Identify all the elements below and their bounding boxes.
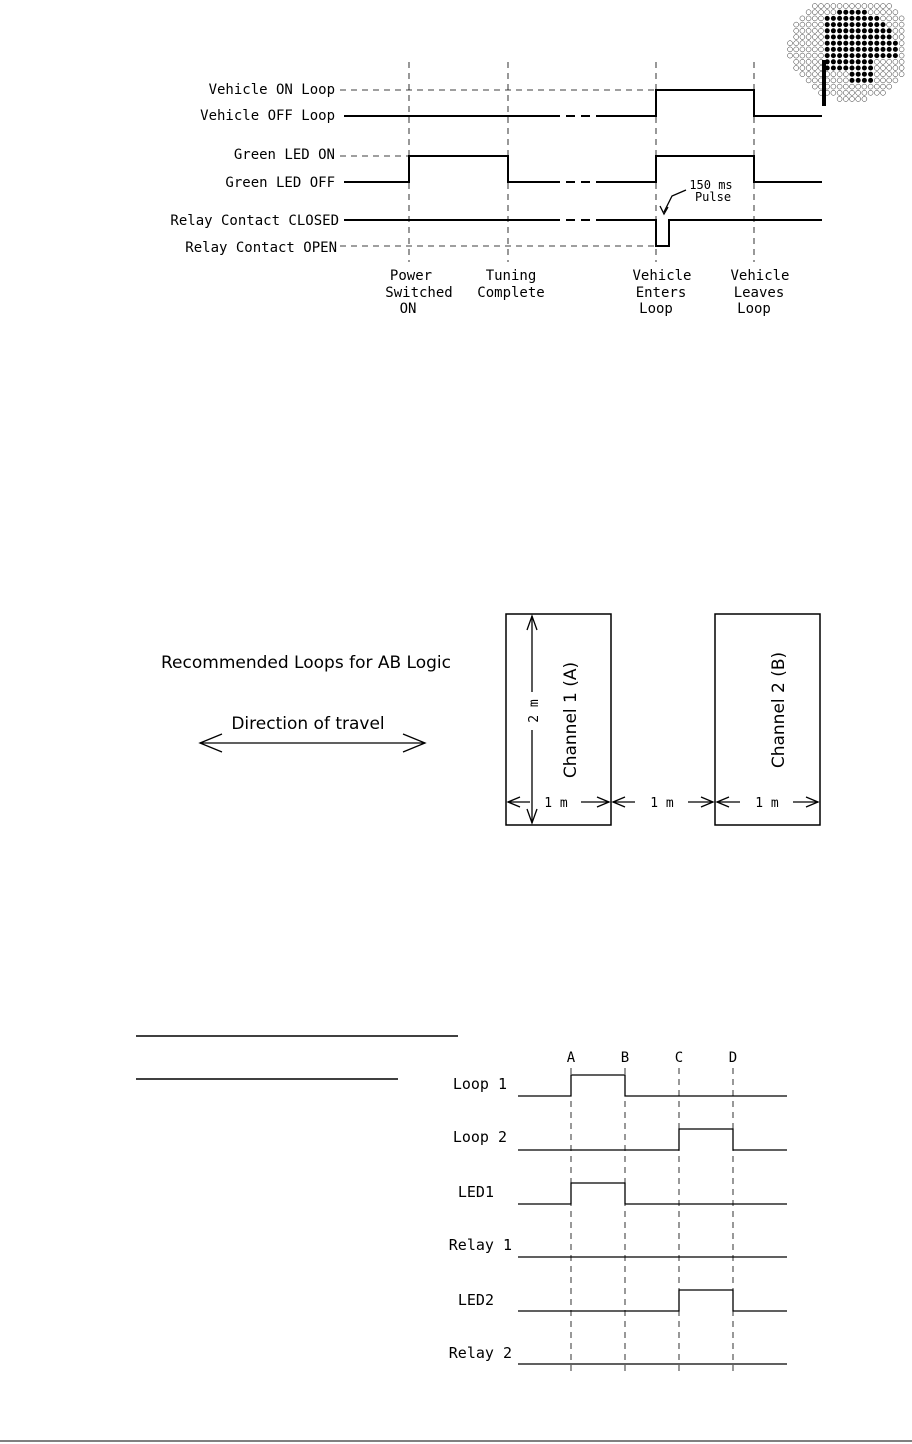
logo-dot [868,59,873,64]
logo-dot [862,53,867,58]
logo-dot [794,41,799,46]
logo-dot [868,22,873,27]
logo-dot [887,22,892,27]
logo-dot [850,84,855,89]
logo-dot [862,22,867,27]
logo-dot [794,28,799,33]
event-caption-line: Loop [737,301,771,317]
logo-dot [794,35,799,40]
logo-dot [881,28,886,33]
direction-label: Direction of travel [231,714,385,734]
logo-dot [856,16,861,21]
logo-dot [831,78,836,83]
logo-dot [881,78,886,83]
logo-dot [893,53,898,58]
logo-dot [837,28,842,33]
logo-dot [881,10,886,15]
logo-dot [874,16,879,21]
pulse-label-duration: 150 ms [689,178,733,192]
logo-dot [887,72,892,77]
logo-dot [825,28,830,33]
logo-dot [837,84,842,89]
width-b-label: 1 m [755,796,779,811]
logo-dot [856,10,861,15]
logo-dot [899,41,904,46]
logo-dot [862,4,867,9]
logo-dot [806,72,811,77]
logo-dot [893,41,898,46]
logo-dot [881,22,886,27]
logo-dot [843,59,848,64]
marker-label-c: C [674,1050,684,1066]
logo-dot [893,47,898,52]
logo-dot [794,66,799,71]
logo-dot [856,53,861,58]
loops-title: Recommended Loops for AB Logic [161,653,451,673]
logo-dot [850,4,855,9]
logo-dot [874,53,879,58]
loop-a-rectangle [506,614,611,825]
logo-dot [887,41,892,46]
logo-dot [893,35,898,40]
logo-dot [856,90,861,95]
logo-dot [874,47,879,52]
logo-dot [887,35,892,40]
logo-dot [843,4,848,9]
logo-dot [825,4,830,9]
logo-dot [862,47,867,52]
logo-dot [850,35,855,40]
loop-1-waveform [518,1075,787,1096]
logo-dot [893,78,898,83]
logo-dot [794,47,799,52]
row-label-relay-closed: Relay Contact CLOSED [170,213,339,229]
logo-dot [881,41,886,46]
event-caption-line: Switched [385,285,453,301]
logo-dot [819,41,824,46]
logo-dot [831,59,836,64]
logo-dot [831,90,836,95]
logo-dot [862,59,867,64]
logo-dot [899,47,904,52]
logo-dot [887,66,892,71]
logo-dot [837,72,842,77]
led1-waveform [518,1183,787,1204]
logo-dot [843,90,848,95]
logo-dot [862,35,867,40]
relay-waveform [344,220,822,246]
vehicle-waveform [344,90,822,116]
logo-dot [812,47,817,52]
led2-waveform [518,1290,787,1311]
logo-dot [850,41,855,46]
row-label-relay-1: Relay 1 [448,1236,512,1254]
logo-dot [862,41,867,46]
logo-dot [856,28,861,33]
logo-dot [893,22,898,27]
logo-dot [794,22,799,27]
logo-dot [843,28,848,33]
logo-dot [843,53,848,58]
logo-dot [862,16,867,21]
logo-dot [868,41,873,46]
logo-dot [800,53,805,58]
logo-dot [874,22,879,27]
logo-dot [874,41,879,46]
channel-a-label: Channel 1 (A) [561,661,581,779]
logo-bar [822,60,826,106]
event-caption-line: ON [399,301,417,317]
logo-dot [837,53,842,58]
marker-label-a: A [566,1050,576,1066]
logo-dot [874,10,879,15]
event-caption-line: Loop [639,301,673,317]
logo-dot [887,47,892,52]
logo-dot [843,10,848,15]
logo-icon [788,4,905,107]
logo-dot [893,66,898,71]
logo-dot [887,84,892,89]
loop-b-rectangle [715,614,820,825]
logo-dot [881,66,886,71]
logo-dot [812,4,817,9]
logo-dot [843,22,848,27]
logo-dot [856,35,861,40]
logo-dot [812,41,817,46]
logo-dot [874,90,879,95]
logo-dot [831,35,836,40]
logo-dot [874,59,879,64]
logo-dot [812,10,817,15]
logo-dot [899,16,904,21]
event-caption-line: Complete [477,285,545,301]
row-label-led2: LED2 [457,1291,494,1309]
logo-dot [837,22,842,27]
row-label-vehicle-on: Vehicle ON Loop [208,82,335,98]
logo-dot [812,59,817,64]
marker-label-d: D [728,1050,738,1066]
logo-dot [788,41,793,46]
logo-dot [843,66,848,71]
logo-dot [881,4,886,9]
logo-dot [806,47,811,52]
logo-dot [868,28,873,33]
logo-dot [837,59,842,64]
logo-dot [788,47,793,52]
logo-dot [843,78,848,83]
logo-dot [806,59,811,64]
logo-dot [874,4,879,9]
logo-dot [893,10,898,15]
logo-dot [819,47,824,52]
event-caption-line: Enters [635,285,687,301]
height-dimension-label: 2 m [527,699,542,723]
logo-dot [893,28,898,33]
logo-dot [812,84,817,89]
logo-dot [862,28,867,33]
row-label-relay-open: Relay Contact OPEN [185,240,337,256]
logo-dot [825,16,830,21]
logo-dot [887,28,892,33]
width-a-label: 1 m [544,796,568,811]
logo-dot [806,78,811,83]
logo-dot [837,97,842,102]
logo-dot [899,72,904,77]
led-waveform [344,156,822,182]
logo-dot [850,59,855,64]
logo-dot [831,53,836,58]
logo-dot [831,28,836,33]
logo-dot [868,78,873,83]
logo-dot [893,72,898,77]
logo-dot [881,84,886,89]
row-label-loop-1: Loop 1 [452,1075,507,1093]
logo-dot [874,84,879,89]
logo-dot [800,28,805,33]
event-caption-line: Vehicle [730,268,790,284]
logo-dot [825,41,830,46]
logo-dot [825,35,830,40]
logo-dot [794,53,799,58]
logo-dot [843,41,848,46]
logo-dot [862,10,867,15]
logo-dot [868,53,873,58]
logo-dot [881,59,886,64]
event-captions [385,268,789,317]
logo-dot [831,10,836,15]
logo-dot [806,22,811,27]
logo-dot [868,47,873,52]
row-label-relay-2: Relay 2 [448,1344,512,1362]
logo-dot [806,66,811,71]
logo-dot [899,22,904,27]
logo-dot [837,78,842,83]
logo-dot [800,16,805,21]
logo-dot [837,47,842,52]
logo-dot [794,59,799,64]
logo-dot [837,16,842,21]
logo-dot [862,78,867,83]
logo-dot [806,10,811,15]
channel-b-label: Channel 2 (B) [769,651,789,769]
logo-dot [812,28,817,33]
logo-dot [874,78,879,83]
logo-dot [874,66,879,71]
logo-dot [868,35,873,40]
logo-dot [856,97,861,102]
logo-dot [843,16,848,21]
logo-dot [843,97,848,102]
logo-dot [899,53,904,58]
logo-dot [831,22,836,27]
logo-dot [800,72,805,77]
logo-dot [850,10,855,15]
logo-dot [868,72,873,77]
logo-dot [825,53,830,58]
logo-dot [887,10,892,15]
logo-dot [800,59,805,64]
logo-dot [850,53,855,58]
gap-label: 1 m [650,796,674,811]
logo-dot [881,90,886,95]
logo-dot [856,4,861,9]
logo-dot [887,59,892,64]
logo-dot [850,66,855,71]
logo-dot [837,10,842,15]
logo-dot [862,84,867,89]
logo-dot [881,72,886,77]
logo-dot [881,35,886,40]
logo-dot [893,59,898,64]
logo-dot [825,10,830,15]
logo-dot [868,10,873,15]
logo-dot [812,22,817,27]
logo-dot [831,72,836,77]
logo-dot [856,72,861,77]
logo-dot [881,47,886,52]
logo-dot [887,53,892,58]
logo-dot [812,53,817,58]
logo-dot [843,35,848,40]
logo-dot [812,16,817,21]
pulse-callout [660,178,733,214]
marker-label-b: B [620,1050,630,1066]
logo-dot [899,59,904,64]
logo-dot [899,28,904,33]
logo-dot [850,72,855,77]
logo-dot [831,4,836,9]
logo-dot [819,28,824,33]
logo-dot [806,41,811,46]
logo-dot [850,97,855,102]
event-caption-line: Power [389,268,433,284]
logo-dot [874,35,879,40]
logo-dot [850,90,855,95]
logo-dot [850,47,855,52]
logo-dot [887,78,892,83]
logo-dot [831,84,836,89]
logo-dot [819,16,824,21]
logo-dot [788,53,793,58]
event-caption-line: Tuning [485,268,537,284]
loop-layout-diagram [161,614,820,825]
logo-dot [837,66,842,71]
logo-dot [837,41,842,46]
logo-dot [868,66,873,71]
logo-dot [856,78,861,83]
logo-dot [856,47,861,52]
logo-dot [800,47,805,52]
logo-dot [819,22,824,27]
logo-dot [868,16,873,21]
logo-dot [812,66,817,71]
row-label-led-off: Green LED OFF [225,175,335,191]
row-label-led1: LED1 [457,1183,494,1201]
event-caption-line: Leaves [733,285,785,301]
logo-dot [800,35,805,40]
logo-dot [868,84,873,89]
logo-dot [850,28,855,33]
logo-dot [806,28,811,33]
logo-dot [862,97,867,102]
pulse-label-text: Pulse [694,190,732,204]
logo-dot [856,41,861,46]
logo-dot [831,66,836,71]
logo-dot [831,41,836,46]
logo-dot [831,47,836,52]
logo-dot [819,35,824,40]
logo-dot [856,22,861,27]
event-caption-line: Vehicle [632,268,692,284]
logo-dot [856,66,861,71]
logo-dot [862,72,867,77]
logo-dot [881,16,886,21]
logo-dot [812,72,817,77]
logo-dot [837,4,842,9]
logo-dot [843,47,848,52]
logo-dot [843,84,848,89]
logo-dot [862,66,867,71]
logo-dot [874,72,879,77]
logo-dot [800,66,805,71]
logo-dot [850,78,855,83]
timing-diagram [170,62,822,317]
logo-dot [843,72,848,77]
row-label-loop-2: Loop 2 [452,1128,507,1146]
logo-dot [825,22,830,27]
logo-dot [819,10,824,15]
height-dimension [525,616,542,823]
logo-dot [893,16,898,21]
logo-dot [831,16,836,21]
logo-dot [881,53,886,58]
logo-dot [868,90,873,95]
logo-dot [862,90,867,95]
logo-dot [856,59,861,64]
ab-timing-diagram [136,1036,787,1376]
logo-dot [800,41,805,46]
logo-dot [874,28,879,33]
logo-dot [887,4,892,9]
row-label-led-on: Green LED ON [233,147,335,163]
logo-dot [868,4,873,9]
logo-dot [825,47,830,52]
logo-dot [850,16,855,21]
logo-dot [837,90,842,95]
logo-dot [806,53,811,58]
logo-dot [806,35,811,40]
logo-dot [819,4,824,9]
direction-arrow [200,734,425,752]
loop-2-waveform [518,1129,787,1150]
logo-dot [812,35,817,40]
logo-dot [887,16,892,21]
logo-dot [856,84,861,89]
logo-dot [899,66,904,71]
logo-dot [819,53,824,58]
logo-dot [812,78,817,83]
width-dimensions [508,796,818,811]
logo-dot [899,35,904,40]
logo-dot [800,22,805,27]
row-label-vehicle-off: Vehicle OFF Loop [200,108,335,124]
logo-dot [837,35,842,40]
logo-dot [806,16,811,21]
logo-dot [850,22,855,27]
